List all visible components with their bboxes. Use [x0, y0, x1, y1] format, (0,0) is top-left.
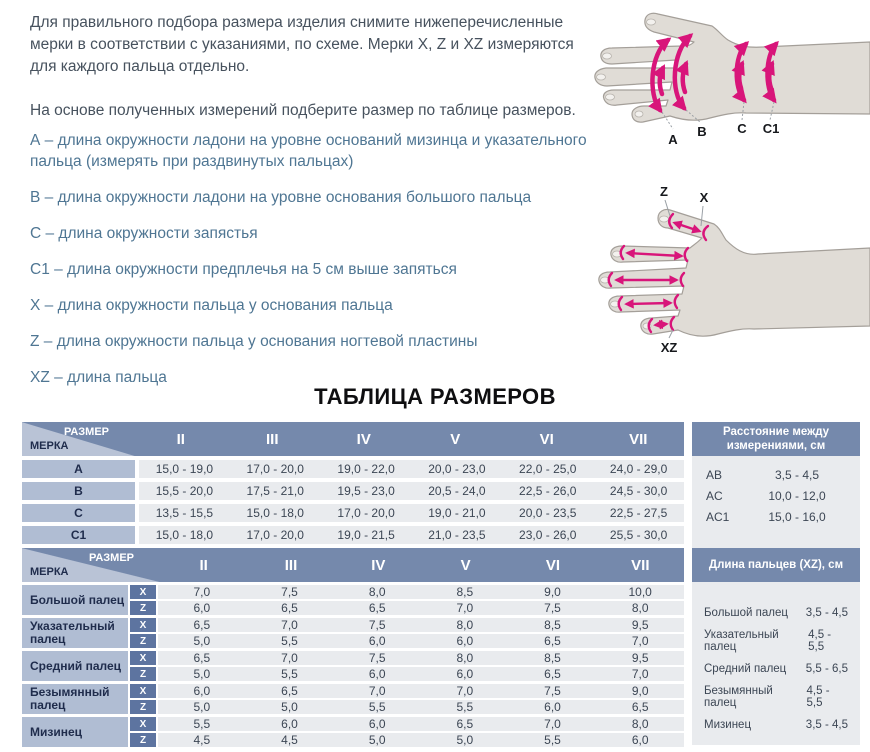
finger-size-table-block [22, 548, 860, 747]
band-label-b: B [697, 124, 707, 139]
finger-size-value: 7,5 [368, 651, 386, 665]
side-row-label: Средний палец [704, 663, 787, 675]
finger-size-value: 7,5 [544, 684, 561, 698]
side-row-value: 3,5 - 4,5 [774, 467, 820, 482]
finger-size-table [22, 548, 684, 747]
side-table-header: Длина пальцев (XZ), см [692, 548, 860, 582]
side-row-label: Большой палец [704, 607, 788, 619]
size-column-header: VI [545, 556, 561, 574]
size-table-title: ТАБЛИЦА РАЗМЕРОВ [314, 384, 556, 409]
size-value-cell: 15,5 - 20,0 [155, 484, 214, 498]
side-row [704, 714, 848, 736]
corner-cell [22, 548, 160, 582]
finger-size-value: 8,0 [631, 717, 649, 731]
definition-c1: C1 – длина окружности предплечья на 5 см выше запяться [30, 261, 457, 278]
size-value-cell: 19,0 - 21,0 [428, 506, 486, 520]
size-column-header: III [284, 556, 298, 574]
finger-size-value: 8,0 [456, 651, 474, 665]
z-badge: Z [130, 634, 156, 648]
finger-size-value: 6,0 [368, 717, 386, 731]
finger-size-value: 9,5 [631, 618, 649, 632]
finger-size-value: 7,0 [456, 684, 474, 698]
finger-size-value: 6,0 [193, 601, 211, 615]
corner-merka-label: МЕРКА [30, 566, 69, 578]
size-value-cell: 17,5 - 21,0 [246, 484, 304, 498]
side-row-value: 4,5 - 5,5 [806, 685, 830, 709]
z-badge: Z [130, 733, 156, 747]
finger-size-value: 7,5 [368, 618, 386, 632]
mark-label-z: Z [660, 184, 668, 199]
size-value-cell: 17,0 - 20,0 [246, 528, 304, 542]
z-badge: Z [130, 700, 156, 714]
finger-size-value: 7,0 [281, 618, 298, 632]
table-row [22, 460, 684, 478]
side-row-value: 3,5 - 4,5 [805, 607, 848, 619]
finger-size-value: 6,0 [368, 667, 386, 681]
finger-size-value: 6,5 [368, 601, 386, 615]
finger-size-value: 9,5 [631, 651, 649, 665]
finger-size-value: 9,0 [544, 585, 561, 599]
size-column-header: VII [631, 556, 650, 574]
finger-size-table-header [22, 548, 684, 582]
hand-silhouette [595, 13, 870, 122]
finger-size-value: 5,5 [544, 733, 561, 747]
size-value-cell: 17,0 - 20,0 [246, 462, 304, 476]
side-row-value: 4,5 - 5,5 [808, 629, 832, 653]
finger-size-value: 5,0 [368, 733, 386, 747]
finger-size-value: 4,5 [193, 733, 211, 747]
size-value-cell: 20,0 - 23,0 [428, 462, 486, 476]
size-value-cell: 24,0 - 29,0 [609, 462, 668, 476]
palm-size-table [22, 422, 684, 548]
side-row-label: Указательный палец [704, 629, 779, 653]
side-row [706, 464, 846, 485]
finger-group-row [22, 717, 684, 747]
finger-group-row [22, 585, 684, 615]
intro-text [30, 12, 582, 122]
side-table-header: Расстояние между измерениями, см [692, 422, 860, 456]
size-column-header: IV [356, 430, 371, 448]
row-label: C [22, 504, 135, 522]
z-badge: Z [130, 667, 156, 681]
finger-size-value: 6,5 [193, 651, 211, 665]
finger-size-value: 6,0 [281, 717, 298, 731]
finger-size-value: 8,0 [368, 585, 386, 599]
size-value-cell: 23,0 - 26,0 [519, 528, 577, 542]
size-value-cell: 22,5 - 26,0 [519, 484, 577, 498]
corner-razmer-label: РАЗМЕР [63, 426, 109, 438]
band-label-c: C [737, 121, 747, 136]
finger-size-value: 7,0 [456, 601, 474, 615]
hand-circumference-diagram [578, 2, 870, 169]
size-column-header: IV [371, 556, 386, 574]
row-label: A [22, 460, 135, 478]
mark-label-xz: XZ [660, 340, 678, 355]
x-badge: X [130, 585, 156, 599]
finger-size-value: 4,5 [281, 733, 298, 747]
intro-paragraph-2: На основе полученных измерений подберите размер по таблице размеров. [30, 102, 576, 119]
finger-size-value: 7,0 [631, 667, 649, 681]
finger-size-value: 6,5 [281, 684, 298, 698]
x-badge: X [130, 651, 156, 665]
side-row-value: 15,0 - 16,0 [768, 509, 826, 524]
measurement-definitions [30, 130, 590, 403]
finger-size-value: 7,0 [193, 585, 211, 599]
finger-length-side-table [692, 548, 860, 747]
side-row-label: Мизинец [704, 719, 752, 731]
size-column-header: VI [539, 430, 554, 448]
side-row-value: 3,5 - 4,5 [805, 719, 848, 731]
side-row-value: 10,0 - 12,0 [768, 488, 826, 503]
size-value-cell: 19,0 - 21,5 [337, 528, 395, 542]
definition-xz: XZ – длина пальца [30, 369, 167, 386]
row-label: B [22, 482, 135, 500]
finger-size-value: 6,5 [544, 634, 561, 648]
distance-side-table [692, 422, 860, 548]
palm-size-table-block [22, 422, 860, 548]
finger-size-value: 5,5 [368, 700, 386, 714]
size-column-header: II [176, 430, 185, 448]
finger-size-value: 8,5 [544, 618, 561, 632]
side-row-label: AB [706, 467, 723, 482]
side-row [704, 686, 848, 708]
side-row-label: Безымянный палец [704, 685, 773, 709]
finger-size-value: 5,0 [193, 667, 211, 681]
size-value-cell: 19,0 - 22,0 [337, 462, 395, 476]
table-row [22, 504, 684, 522]
size-value-cell: 15,0 - 18,0 [155, 528, 214, 542]
size-column-header: II [199, 556, 208, 574]
finger-size-value: 5,5 [193, 717, 211, 731]
definition-z: Z – длина окружности пальца у основания ногтевой пластины [30, 333, 478, 350]
finger-size-value: 8,5 [456, 585, 474, 599]
finger-size-value: 6,5 [544, 667, 561, 681]
finger-group-row [22, 618, 684, 648]
hand-silhouette [599, 209, 870, 336]
z-badge: Z [130, 601, 156, 615]
finger-size-value: 6,0 [456, 634, 474, 648]
table-row [22, 482, 684, 500]
row-label: C1 [22, 526, 135, 544]
finger-size-value: 5,0 [193, 700, 211, 714]
finger-size-value: 7,0 [544, 717, 561, 731]
size-value-cell: 22,5 - 27,5 [609, 506, 668, 520]
x-badge: X [130, 717, 156, 731]
finger-size-value: 6,0 [193, 684, 211, 698]
corner-cell [22, 422, 135, 456]
finger-size-value: 9,0 [631, 684, 649, 698]
finger-label: Указательный палец [22, 618, 128, 648]
intro-paragraph-1: Для правильного подбора размера изделия снимите нижеперечисленные мерки в соответствии с указаниями, по схеме. Мерки X, Z и XZ измеряются для каждого пальца отдельно. [30, 14, 574, 75]
side-row-label: AC [706, 488, 723, 503]
finger-size-value: 6,5 [281, 601, 298, 615]
definition-c: C – длина окружности запястья [30, 225, 258, 242]
definition-b: B – длина окружности ладони на уровне основания большого пальца [30, 189, 532, 206]
side-row-label: AC1 [706, 509, 730, 524]
side-row [704, 630, 848, 652]
finger-size-value: 8,5 [544, 651, 561, 665]
size-value-cell: 21,0 - 23,5 [428, 528, 486, 542]
finger-size-value: 6,0 [368, 634, 386, 648]
finger-label: Большой палец [22, 585, 128, 615]
table-row [22, 526, 684, 544]
finger-label: Безымянный палец [22, 684, 128, 714]
palm-size-table-header [22, 422, 684, 456]
side-row-value: 5,5 - 6,5 [805, 663, 848, 675]
finger-measurement-diagram [578, 168, 870, 373]
side-row [706, 485, 846, 506]
finger-size-value: 10,0 [628, 585, 652, 599]
finger-size-value: 5,5 [281, 634, 298, 648]
finger-size-value: 5,5 [281, 667, 298, 681]
band-label-a: A [668, 132, 678, 147]
size-value-cell: 17,0 - 20,0 [337, 506, 395, 520]
finger-size-value: 5,0 [193, 634, 211, 648]
finger-size-value: 5,0 [281, 700, 298, 714]
finger-size-value: 6,0 [631, 733, 649, 747]
finger-size-value: 7,0 [281, 651, 298, 665]
size-column-header: V [460, 556, 471, 574]
finger-size-value: 6,5 [193, 618, 211, 632]
side-row [706, 506, 846, 527]
size-value-cell: 20,5 - 24,0 [428, 484, 486, 498]
finger-size-value: 6,0 [456, 667, 474, 681]
size-column-header: VII [629, 430, 648, 448]
definition-x: X – длина окружности пальца у основания пальца [30, 297, 393, 314]
side-row [704, 602, 848, 624]
band-label-c1: C1 [762, 121, 780, 136]
finger-size-value: 5,5 [456, 700, 474, 714]
size-value-cell: 24,5 - 30,0 [609, 484, 668, 498]
size-value-cell: 25,5 - 30,0 [609, 528, 668, 542]
finger-size-value: 5,0 [456, 733, 474, 747]
finger-size-value: 8,0 [631, 601, 649, 615]
size-value-cell: 13,5 - 15,5 [155, 506, 214, 520]
size-value-cell: 22,0 - 25,0 [519, 462, 577, 476]
size-value-cell: 15,0 - 18,0 [246, 506, 304, 520]
finger-size-value: 7,0 [368, 684, 386, 698]
finger-label: Средний палец [22, 651, 128, 681]
finger-size-value: 7,5 [544, 601, 561, 615]
corner-razmer-label: РАЗМЕР [88, 552, 134, 564]
size-value-cell: 15,0 - 19,0 [155, 462, 214, 476]
finger-size-value: 6,5 [631, 700, 649, 714]
size-column-header: III [265, 430, 279, 448]
x-badge: X [130, 618, 156, 632]
finger-group-row [22, 684, 684, 714]
finger-size-value: 7,5 [281, 585, 298, 599]
finger-size-value: 6,5 [456, 717, 474, 731]
mark-label-x: X [699, 190, 709, 205]
size-value-cell: 19,5 - 23,0 [337, 484, 395, 498]
definition-a: А – длина окружности ладони на уровне оснований мизинца и указательного пальца (измерять при раздвинутых пальцах) [30, 132, 587, 170]
finger-label: Мизинец [22, 717, 128, 747]
size-value-cell: 20,0 - 23,5 [519, 506, 577, 520]
finger-size-value: 7,0 [631, 634, 649, 648]
size-column-header: V [450, 430, 461, 448]
corner-merka-label: МЕРКА [30, 440, 69, 452]
x-badge: X [130, 684, 156, 698]
finger-group-row [22, 651, 684, 681]
finger-size-value: 8,0 [456, 618, 474, 632]
side-row [704, 658, 848, 680]
finger-size-value: 6,0 [544, 700, 561, 714]
